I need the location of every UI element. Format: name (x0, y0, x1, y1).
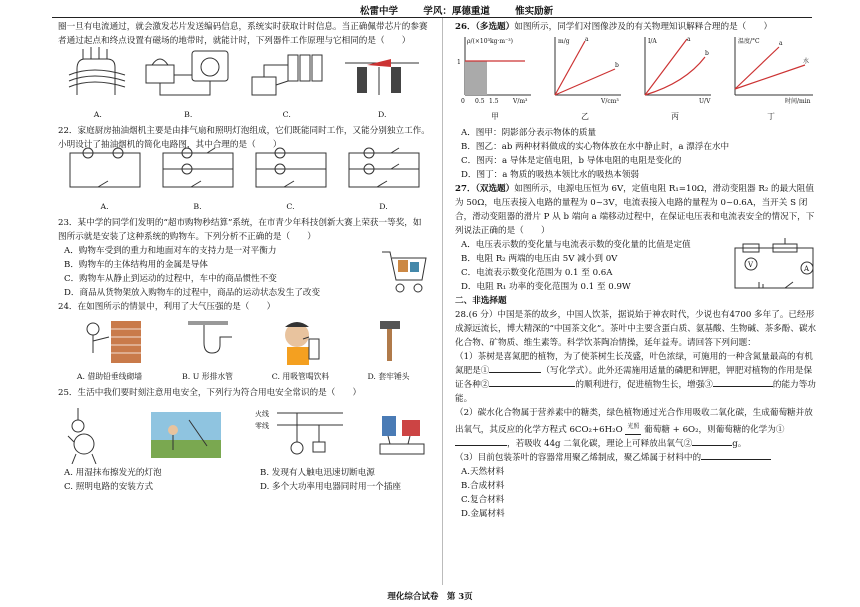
g1-ylabel: ρ/(×10³kg·m⁻³) (467, 38, 513, 45)
q28-intro: 28.(6 分）中国是茶的故乡，中国人饮茶，据说始于神农时代，少说也有4700 多年了。已经形成源远流长，博大精深的“中国茶文化”。茶叶中主要含蛋白质、氨基酸、生物碱、茶多酚、碳水化合物、矿物质、维生素等。科学饮茶陶冶情操，延年益寿。请回答下列问题： (455, 310, 817, 348)
g2-ylabel: m/g (558, 38, 570, 45)
graph-yi (545, 33, 625, 124)
q28-option-a: A.天然材料 (461, 467, 505, 477)
compass-magnet-icon (339, 45, 425, 103)
circuit-d-icon (343, 147, 425, 195)
temperature-time-graph-icon (725, 33, 817, 105)
reaction-arrow: 光照 (625, 420, 641, 435)
q25-option-a: A. 用湿抹布擦发光的灯泡 (64, 468, 162, 478)
q27-option-b: B．电阻 R₂ 两端的电压由 5V 减小到 0V (461, 254, 618, 264)
q28-blank-1[interactable] (489, 372, 541, 373)
svg-text:b: b (705, 50, 709, 57)
hammer-icon (364, 317, 414, 365)
q24-text: 24．在如图所示的情景中，利用了大气压强的是（ ） (58, 302, 276, 312)
q26-stem (455, 20, 817, 34)
q25-options-row-1 (58, 466, 430, 480)
circuit-c-icon (250, 147, 332, 195)
q25-option-c: C. 照明电路的安装方式 (64, 482, 154, 492)
q26-option-b: B．图乙：ab 两种材料做成的实心物体放在水中静止时，a 漂浮在水中 (461, 142, 730, 152)
q21-figure-b (142, 45, 234, 122)
q22-label-d: D. (379, 202, 388, 211)
generator-icon (142, 45, 234, 103)
q25-text: 25．生活中我们要时刻注意用电安全，下列行为符合用电安全常识的是（ ） (58, 388, 362, 398)
q23-option-d: D．商品从货物架放入购物车的过程中，商品的运动状态发生了改变 (64, 288, 321, 298)
current-voltage-graph-icon (635, 33, 715, 105)
q25-options-row-2 (58, 480, 430, 494)
drinking-straw-icon (271, 317, 331, 365)
mass-volume-graph-icon (545, 33, 625, 105)
q27-option-d: D．电阻 R₁ 功率的变化范围为 0.1 至 0.9W (461, 282, 631, 292)
q27-stem (455, 182, 817, 238)
motor-battery-icon (244, 45, 330, 103)
q21-figure-c (244, 45, 330, 122)
q22-circuit-d (343, 147, 425, 214)
q26-graphs (455, 36, 817, 124)
q24-label-b: B. U 形排水管 (182, 372, 233, 381)
q23-option-a: A．购物车受到的重力和地面对车的支持力是一对平衡力 (64, 246, 277, 256)
g4-ylabel: 温度/°C (738, 38, 760, 45)
q25-option-b: B. 发现有人触电迅速切断电源 (260, 468, 375, 478)
q25-option-d: D. 多个大功率用电器同时用一个插座 (260, 482, 401, 492)
header-rule (52, 17, 812, 18)
g4-xlabel: 时间/min (785, 98, 811, 105)
q26-text: 如图所示，同学们对图像涉及的有关物理知识解释合理的是（ ） (514, 22, 773, 32)
shopping-cart-icon (378, 244, 428, 296)
q28-part-1: （1）茶树是喜氮肥的植物，为了使茶树生长茂盛，叶色浓绿，可施用的一种含氮量最高的有机氮肥是① （写化学式）。此外还需施用适量的磷肥和钾肥，钾肥对植物的作用是保证各种② 的顺利进行，促进植物生长，增强③ 的能力等功能。 (455, 352, 816, 404)
q23-text: 23．某中学的同学们发明的“超市购物秒结算”系统，在市青少年科技创新大赛上荣获一等奖，如图所示就是安装了这种系统的购物车。下列分析不正确的是（ ） (58, 218, 422, 242)
g2-xlabel: V/cm³ (601, 98, 619, 105)
rescue-scene-icon (149, 406, 223, 464)
q26-option-c: C．图丙：a 导体是定值电阻，b 导体电阻的电阻是变化的 (461, 156, 682, 166)
hand-coil-icon (63, 45, 133, 103)
q21-figure-a (63, 45, 133, 122)
q28-blank-3[interactable] (713, 386, 773, 387)
q28-part-3: （3）目前包装茶叶的容器常用聚乙烯制成，聚乙烯属于材料中的 (455, 451, 817, 465)
g1-tick-x1: 0.5 (475, 98, 485, 105)
q21-label-a: A. (93, 110, 102, 119)
q24-label-c: C. 用吸管喝饮料 (271, 372, 330, 381)
wiring-diagram-icon (253, 406, 345, 464)
q22-label-c: C. (286, 202, 295, 211)
column-divider (442, 18, 443, 585)
graph-caption-bing: 丙 (671, 112, 679, 121)
section-2-title: 二、非选择题 (455, 296, 507, 306)
q28-blank-6[interactable] (701, 459, 771, 460)
svg-text:A: A (804, 265, 810, 273)
q21-label-b: B. (184, 110, 193, 119)
q27-number: 27． (455, 184, 476, 194)
g1-tick-y0: 1 (457, 59, 461, 66)
q28-blank-4[interactable] (455, 445, 507, 446)
graph-ding (725, 33, 817, 124)
q24-figure-d (364, 317, 414, 384)
left-column (58, 20, 430, 494)
g1-tick-x2: 1.5 (489, 98, 499, 105)
q22-label-b: B. (193, 202, 202, 211)
brick-wall-icon (75, 317, 145, 365)
circuit-a-icon (64, 147, 146, 195)
q24-figure-c (271, 317, 331, 384)
q23-block (58, 216, 430, 300)
q27-tag: （双选题） (475, 184, 515, 194)
q22-figures (58, 154, 430, 214)
school-motto: 学风：厚德重道 (423, 6, 490, 17)
q28-blank-2[interactable] (489, 386, 575, 387)
q22-text: 22．家庭厨房抽油烟机主要是由排气扇和照明灯泡组成，它们既能同时工作，又能分别独立工作。小明设计了抽油烟机的简化电路图，其中合理的是（ ） (58, 126, 430, 150)
u-pipe-icon (178, 317, 238, 365)
q26-tag: （多选题） (475, 22, 515, 32)
density-graph-icon (455, 33, 535, 105)
q24-figures (58, 316, 430, 384)
q23-option-c: C．购物车从静止到运动的过程中，车中的商品惯性不变 (64, 274, 277, 284)
g4-water-label: 水 (803, 58, 810, 65)
q21-text: 圈一旦有电流通过，就会激发芯片发送编码信息，系统实时获取计时信息。当正确佩带芯片的参赛者通过起点和终点设置有磁场的地带时，就能计时，下列器件工作原理与它相同的是（ ） (58, 22, 428, 46)
q27-circuit-icon (729, 238, 817, 294)
power-strip-icon (374, 406, 430, 464)
q27-option-a: A．电压表示数的变化量与电流表示数的变化量的比值是定值 (461, 240, 691, 250)
q23-option-b: B．购物车的主体结构用的金属是导体 (64, 260, 208, 270)
q25-figures (58, 402, 430, 464)
right-column (455, 20, 817, 521)
live-wire-label: 火线 (254, 410, 269, 418)
school-name: 松雷中学 (360, 6, 399, 17)
q21-figure-d (339, 45, 425, 122)
g3-ylabel: I/A (648, 38, 657, 45)
q26-option-d: D．图丁：a 物质的吸热本领比水的吸热本领弱 (461, 170, 640, 180)
q27-option-c: C．电流表示数变化范围为 0.1 至 0.6A (461, 268, 613, 278)
q28-blank-5[interactable] (692, 445, 732, 446)
svg-text:b: b (615, 62, 619, 69)
q26-option-a: A．图甲：阴影部分表示物体的质量 (461, 128, 597, 138)
q21-figures (58, 50, 430, 122)
q28-option-c: C.复合材料 (461, 495, 505, 505)
circuit-b-icon (157, 147, 239, 195)
g3-xlabel: U/V (699, 98, 711, 105)
g1-tick-x0: 0 (461, 98, 465, 105)
q28-part-2: （2）碳水化合物属于营养素中的糖类，绿色植物通过光合作用吸收二氧化碳，生成葡萄糖并放出氧气，其反应的化学方程式 6CO₂+6H₂O 光照 葡萄糖 + 6O₂，则葡萄糖的化学为①，若吸收 44g 二氧化碳，理论上可释放出氧气② g。 (455, 408, 813, 449)
svg-text:a: a (779, 40, 783, 47)
q24-label-a: A. 借助铅垂线砌墙 (76, 372, 143, 381)
q24-figure-a (75, 317, 145, 384)
q28-option-b: B.合成材料 (461, 481, 505, 491)
q22-circuit-a (64, 147, 146, 214)
page-footer: 理化综合试卷 第 3页 (387, 592, 473, 602)
q24-label-d: D. 套牢锤头 (367, 372, 410, 381)
graph-bing (635, 33, 715, 124)
svg-text:a: a (585, 36, 589, 43)
q24-figure-b (178, 317, 238, 384)
school-motto-2: 惟实励新 (515, 6, 554, 17)
neutral-wire-label: 零线 (254, 422, 269, 430)
graph-caption-yi: 乙 (581, 112, 589, 121)
graph-jia (455, 33, 535, 124)
q22-circuit-c (250, 147, 332, 214)
q28-option-d: D.金属材料 (461, 509, 505, 519)
q27-text: 如图所示，电源电压恒为 6V，定值电阻 R₁=10Ω，滑动变阻器 R₂ 的最大阻值为 50Ω，电压表接入电路的量程为 0~3V，电流表接入电路的量程为 0~0.6A，当开关 S 闭合，滑动变阻器的滑片 P 从 b 端向 a 端移动过程中，在保证电压表和电流表安全的情况下，下列说法正确的是（ ） (455, 184, 815, 236)
q21-label-c: C. (282, 110, 291, 119)
q27-options (455, 238, 817, 294)
graph-caption-jia: 甲 (491, 112, 499, 121)
q22-circuit-b (157, 147, 239, 214)
wet-cloth-bulb-icon (58, 406, 120, 464)
g1-xlabel: V/m³ (513, 98, 528, 105)
svg-text:a: a (687, 36, 691, 43)
graph-caption-ding: 丁 (767, 112, 775, 121)
page-header (360, 3, 575, 17)
q21-label-d: D. (378, 110, 387, 119)
q22-label-a: A. (100, 202, 109, 211)
q26-number: 26． (455, 22, 476, 32)
svg-text:V: V (748, 261, 754, 269)
